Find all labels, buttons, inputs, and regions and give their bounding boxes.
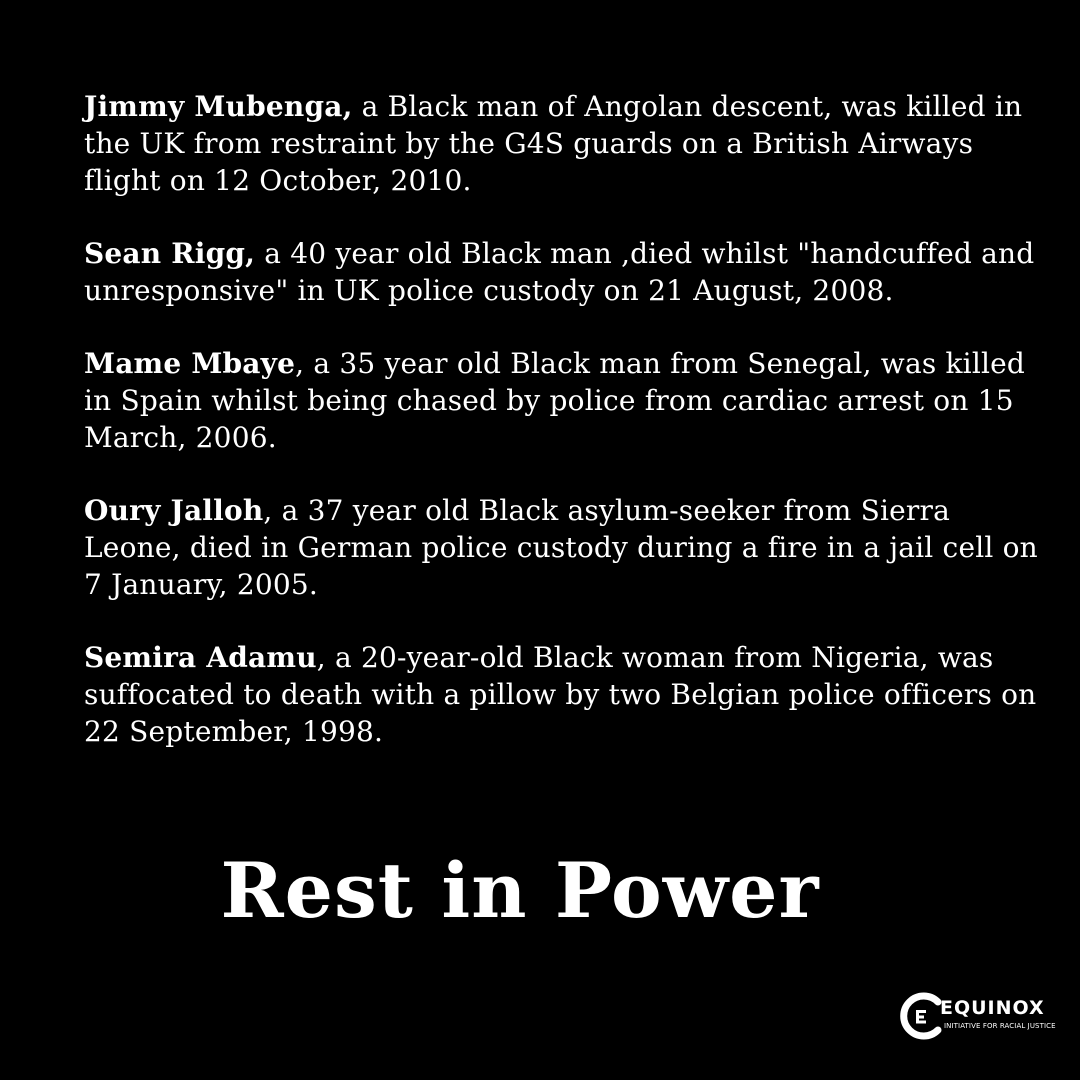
entry-name: Semira Adamu [84,641,317,674]
entry-name: Oury Jalloh [84,494,264,527]
entry-text: , a 20-year-old Black woman from Nigeria, was suffocated to death with a pillow by two Belgian police officers on 22 September, 1998. [84,641,1037,748]
entry-text: a Black man of Angolan descent, was killed in the UK from restraint by the G4S guards on a British Airways flight on 12 October, 2010. [84,90,1023,197]
entry-sean-rigg [84,235,1044,309]
entry-name: Sean Rigg, [84,237,256,270]
entry-jimmy-mubenga [84,88,1044,199]
entry-name: Mame Mbaye [84,347,296,380]
logo-tagline: INITIATIVE FOR RACIAL JUSTICE [944,1022,1056,1030]
entry-text: , a 35 year old Black man from Senegal, was killed in Spain whilst being chased by police from cardiac arrest on 15 March, 2006. [84,347,1026,454]
entry-mame-mbaye [84,345,1044,456]
victims-list [84,88,1044,786]
entry-name: Jimmy Mubenga, [84,90,353,123]
headline: Rest in Power [220,846,820,935]
entry-oury-jalloh [84,492,1044,603]
entry-text: a 40 year old Black man ,died whilst "handcuffed and unresponsive" in UK police custody on 21 August, 2008. [84,237,1035,307]
entry-semira-adamu [84,639,1044,750]
entry-text: , a 37 year old Black asylum-seeker from Sierra Leone, died in German police custody during a fire in a jail cell on 7 January, 2005. [84,494,1038,601]
equinox-logo [900,992,1060,1044]
logo-wordmark: EQUINOX [940,997,1045,1019]
